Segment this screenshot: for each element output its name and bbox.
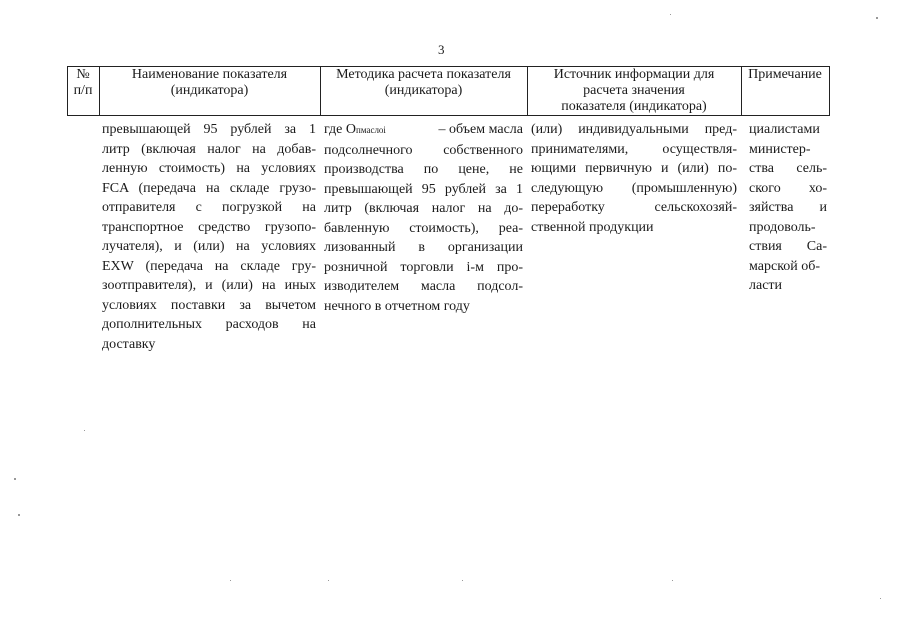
- page-number: 3: [438, 42, 445, 57]
- scan-speck: [328, 580, 329, 581]
- indicator-name-cell: превышающей 95 рублей за 1 литр (включая налог на добав- ленную стоимость) на условиях FCA (передача на складе грузо- отправителя с погрузкой на транспортное средство грузопо- лучателя), и (или) на условиях EXW (передача на складе гру- зоотправителя), и (или) на иных условиях поставки за вычетом дополнительных расходов на доставку: [102, 122, 316, 352]
- header-col-note: Примечание: [748, 67, 822, 82]
- scan-speck: [876, 17, 878, 19]
- scan-speck: [462, 580, 463, 581]
- information-source-cell: (или) индивидуальными пред- принимателями, осуществля- ющими первичную и (или) по- следующую (промышленную) переработку сельскохозяй- ственной продукции: [531, 122, 737, 235]
- scan-speck: [14, 478, 16, 480]
- calculation-method-cell: где Опмаслоі – объем масла подсолнечного собственного производства по цене, не превышающей 95 рублей за 1 литр (включая налог на до- бавленную стоимость), реа- лизованный в организации розничной торговли і-м про- изводителем масла подсол- нечного в отчетном году: [324, 122, 523, 314]
- scan-speck: [880, 598, 881, 599]
- scan-speck: [18, 514, 20, 516]
- scan-speck: [672, 580, 673, 581]
- header-col-source: Источник информации для расчета значения показателя (индикатора): [553, 67, 715, 114]
- header-col-name: Наименование показателя (индикатора): [131, 67, 288, 98]
- header-col-method: Методика расчета показателя (индикатора): [336, 67, 511, 98]
- scan-speck: [230, 580, 231, 581]
- note-cell: циалистами министер- ства сель- ского хо- зяйства и продоволь- ствия Са- марской об- ласти: [749, 122, 827, 293]
- scan-speck: [670, 14, 671, 15]
- scan-speck: [84, 430, 85, 431]
- header-col-number: № п/п: [73, 67, 93, 98]
